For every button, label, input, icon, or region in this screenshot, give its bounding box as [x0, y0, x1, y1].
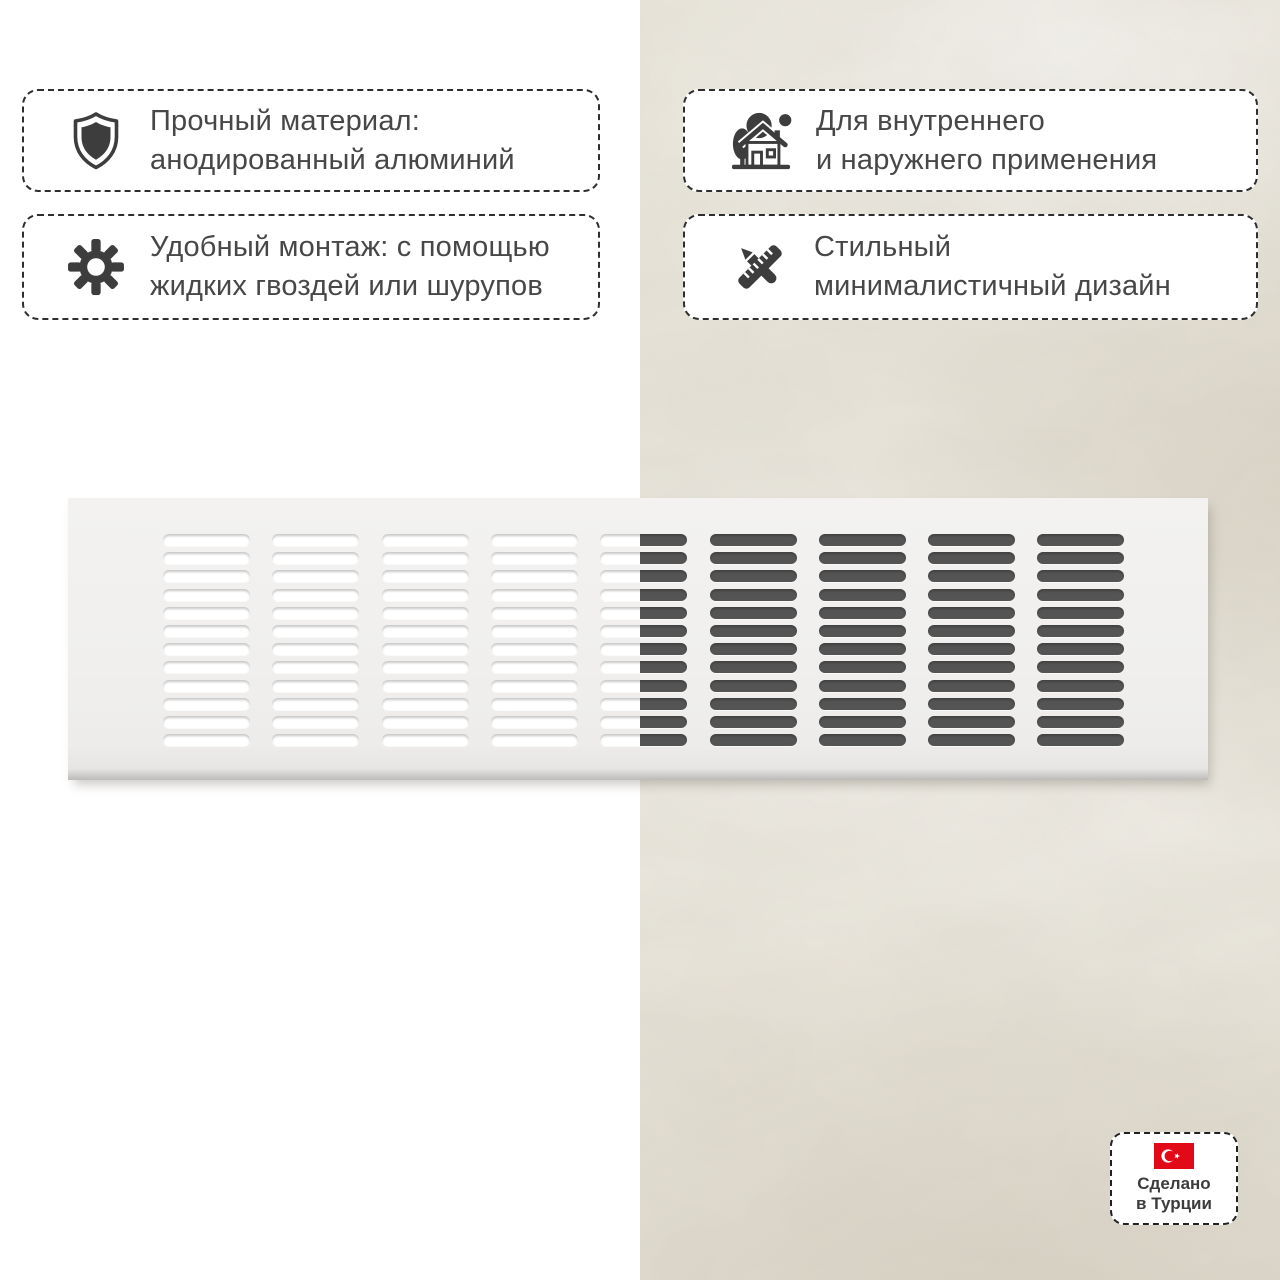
- grille-slot: [710, 570, 797, 582]
- vent-grille: [68, 498, 1208, 780]
- turkey-flag-icon: [1154, 1143, 1194, 1169]
- grille-slot: [1037, 552, 1124, 564]
- feature-card-material: [22, 89, 600, 192]
- grille-slot: [600, 552, 687, 564]
- grille-slot: [1037, 698, 1124, 710]
- grille-slot: [1037, 570, 1124, 582]
- grille-slot: [710, 643, 797, 655]
- grille-slot: [382, 680, 469, 692]
- grille-slot: [819, 661, 906, 673]
- grille-slot: [491, 716, 578, 728]
- feature-text-line: Стильный: [814, 231, 952, 263]
- grille-slot: [928, 625, 1015, 637]
- shield-icon: [66, 111, 126, 171]
- grille-slot: [163, 552, 250, 564]
- feature-text-line: Для внутреннего: [816, 104, 1046, 137]
- grille-slot: [1037, 643, 1124, 655]
- grille-slot: [819, 534, 906, 546]
- grille-slot: [382, 534, 469, 546]
- grille-slot: [600, 625, 687, 637]
- grille-slot: [819, 589, 906, 601]
- grille-slot: [382, 607, 469, 619]
- grille-slot: [491, 734, 578, 746]
- grille-slot: [272, 716, 359, 728]
- grille-slot: [928, 680, 1015, 692]
- grille-slot: [272, 734, 359, 746]
- feature-text-line: Удобный монтаж: с помощью: [150, 231, 550, 263]
- grille-slot: [600, 661, 687, 673]
- feature-text-line: анодированный алюминий: [150, 143, 515, 176]
- grille-slot: [272, 552, 359, 564]
- feature-text-line: жидких гвоздей или шурупов: [150, 270, 543, 302]
- grille-slot: [491, 534, 578, 546]
- made-in-turkey-badge: [1110, 1132, 1238, 1225]
- feature-text: [816, 102, 1157, 180]
- grille-slot: [382, 734, 469, 746]
- grille-slot: [163, 661, 250, 673]
- grille-slot: [819, 734, 906, 746]
- grille-slot: [1037, 625, 1124, 637]
- grille-slot: [710, 607, 797, 619]
- grille-slot: [600, 734, 687, 746]
- grille-slot: [163, 534, 250, 546]
- grille-slot: [382, 661, 469, 673]
- grille-slot: [1037, 607, 1124, 619]
- grille-slot: [163, 607, 250, 619]
- grille-slot: [710, 534, 797, 546]
- grille-slot: [819, 625, 906, 637]
- grille-slot: [1037, 680, 1124, 692]
- grille-slot: [272, 680, 359, 692]
- grille-slot: [600, 680, 687, 692]
- gear-icon: [66, 238, 126, 296]
- feature-text-line: Прочный материал:: [150, 104, 421, 137]
- grille-slot: [600, 570, 687, 582]
- grille-slot: [163, 570, 250, 582]
- grille-slot: [710, 661, 797, 673]
- grille-slot: [491, 607, 578, 619]
- grille-slot: [600, 698, 687, 710]
- grille-slot: [819, 643, 906, 655]
- grille-slot: [382, 589, 469, 601]
- grille-slot: [710, 680, 797, 692]
- grille-slot: [710, 589, 797, 601]
- grille-slot: [1037, 589, 1124, 601]
- badge-text-line: Сделано: [1137, 1174, 1211, 1193]
- grille-slot: [819, 570, 906, 582]
- house-icon: [730, 110, 792, 172]
- grille-slot: [1037, 734, 1124, 746]
- grille-slot: [819, 680, 906, 692]
- grille-slot: [928, 552, 1015, 564]
- grille-slot: [928, 589, 1015, 601]
- grille-slot: [382, 698, 469, 710]
- grille-slot: [163, 680, 250, 692]
- pencil-ruler-icon: [730, 237, 790, 297]
- feature-text: [814, 228, 1171, 306]
- feature-text: [150, 228, 550, 306]
- grille-slot: [382, 570, 469, 582]
- grille-slot: [272, 643, 359, 655]
- grille-slot: [163, 698, 250, 710]
- feature-card-design: [683, 214, 1258, 320]
- grille-slot: [600, 716, 687, 728]
- grille-slot: [710, 552, 797, 564]
- grille-slot: [163, 625, 250, 637]
- grille-slot: [163, 589, 250, 601]
- grille-slot: [382, 552, 469, 564]
- grille-slot: [819, 698, 906, 710]
- grille-slot: [600, 534, 687, 546]
- grille-slot: [382, 643, 469, 655]
- grille-slot: [272, 534, 359, 546]
- grille-slot: [272, 625, 359, 637]
- feature-text-line: минималистичный дизайн: [814, 270, 1171, 302]
- grille-slot: [382, 625, 469, 637]
- grille-slot: [163, 734, 250, 746]
- feature-card-mounting: [22, 214, 600, 320]
- grille-slot: [710, 734, 797, 746]
- grille-slot: [1037, 534, 1124, 546]
- feature-text: [150, 102, 515, 180]
- badge-text-line: в Турции: [1136, 1194, 1212, 1213]
- grille-slot: [600, 643, 687, 655]
- grille-slot: [1037, 716, 1124, 728]
- grille-slot: [491, 589, 578, 601]
- grille-slot: [819, 607, 906, 619]
- grille-slot: [819, 716, 906, 728]
- grille-slot: [928, 570, 1015, 582]
- grille-slot: [491, 570, 578, 582]
- grille-slot: [928, 661, 1015, 673]
- grille-slot: [491, 625, 578, 637]
- grille-slot: [928, 607, 1015, 619]
- feature-text-line: и наружнего применения: [816, 143, 1158, 176]
- grille-slot: [272, 570, 359, 582]
- grille-slot: [928, 698, 1015, 710]
- grille-slot: [491, 680, 578, 692]
- grille-slot: [382, 716, 469, 728]
- grille-slot: [491, 643, 578, 655]
- grille-slot: [491, 698, 578, 710]
- grille-slot: [163, 716, 250, 728]
- grille-slot: [272, 698, 359, 710]
- grille-slot: [163, 643, 250, 655]
- grille-slot: [710, 716, 797, 728]
- grille-slot: [272, 589, 359, 601]
- feature-card-usage: [683, 89, 1258, 192]
- grille-slot: [272, 607, 359, 619]
- grille-slot: [928, 643, 1015, 655]
- badge-text: [1136, 1174, 1212, 1214]
- grille-slot: [928, 716, 1015, 728]
- grille-slot: [928, 534, 1015, 546]
- grille-slot: [600, 589, 687, 601]
- grille-slot: [491, 552, 578, 564]
- grille-slot: [928, 734, 1015, 746]
- grille-slot: [272, 661, 359, 673]
- grille-slot: [710, 698, 797, 710]
- grille-slot: [600, 607, 687, 619]
- grille-slot: [1037, 661, 1124, 673]
- grille-slot: [491, 661, 578, 673]
- grille-slot: [819, 552, 906, 564]
- grille-slot: [710, 625, 797, 637]
